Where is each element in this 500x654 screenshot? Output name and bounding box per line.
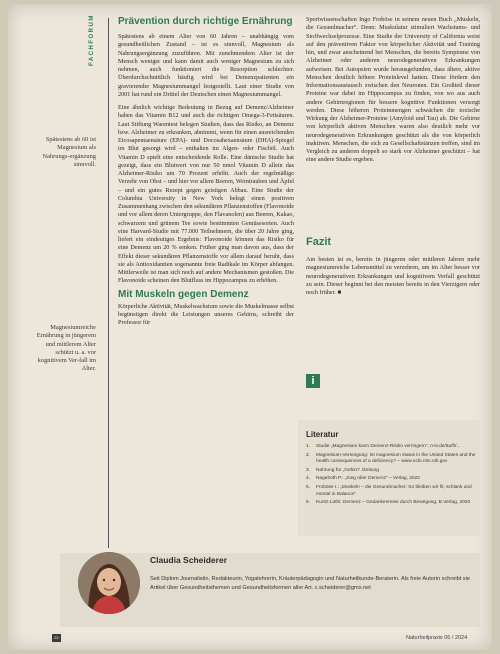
list-item — [306, 444, 476, 451]
vertical-rule — [108, 18, 109, 548]
subheading: Mit Muskeln gegen Demenz — [118, 288, 249, 300]
list-text: Kuntz-Lüthi: Demenz – Gedankenreise durch Bewegung, B.Verlag, 2020 — [316, 500, 471, 506]
list-item — [306, 500, 476, 507]
literature-title: Literatur — [306, 430, 339, 439]
author-photo — [78, 552, 140, 614]
literature-list — [306, 444, 476, 509]
list-number: 2. — [306, 452, 311, 458]
author-bio: Seit Diplom Journalistin, Redakteurin, Yogalehrerin, Kräuterpädagogin und Naturheilkunde-Beraterin. Als freie Autorin schreibt sie Artikel über Gesundheitsthemen und Gesundheitsformen aller Art. c.scheiderer@gmx.net — [150, 576, 470, 591]
list-item — [306, 476, 476, 483]
list-text: Studie „Magnesium kann Demenz-Risiko verringern“, n-tv.de/5a/ft/... — [316, 444, 461, 449]
info-icon: i — [306, 374, 320, 388]
portrait-image — [78, 552, 140, 614]
list-number: 3. — [306, 467, 311, 473]
page-mark: 22 — [52, 634, 61, 642]
paragraph: Eine ähnlich wichtige Bedeutung in Bezug auf Demenz/Alzheimer haben das Vitamin B12 und auch die richtigen Omega-3-Fettsäuren. Laut Stiftung Warentest belegen Studien, dass das Risiko, an Demenz bzw. Alzheimer zu erkranken, abnimmt, wenn für einen ausreichenden Eicosapentaensäure (EPA)- und Docosahexaensäure (DHA)-Spiegel im Blut gesorgt wird – enthalten im Algen- oder Fischöl. Auch Vitamin D spielt eine entscheidende Rolle. Eine dänische Studie hat gezeigt, dass ein Blutwert von nur 50 nmol Vitamin D allein das Alzheimer-Risiko um 70 Prozent erhöht. Auch der regelmäßige Verzehr von Obst – und hier vor allem Beeren, Weintrauben und Äpfel – und ein gutes Rezept gegen geistigen Abbau. Eine Studie der Columbia University in New York belegt einen positiven Zusammenhang zwischen den sekundären Pflanzenstoffen (Flavonoide und vor allem deren Untergruppe, den Flavanolen) aus Beeren, Kakao, schwarzem und grünem Tee sowie bestimmten Gemüsesorten. Auch eine Harvard-Studie mit 77.000 Teilnehmern, die über 20 Jahre ging, liefert ein eindeutiges Ergebnis: Flavonoide können das Risiko für eine Demenz um 20 % senken. Früher ging man davon aus, dass der Effekt dieser sekundären Pflanzenstoffe vor allem darauf beruht, dass sie als Antioxidantien sogenannte freie Radikale im Körper abfangen. Mittlerweile ist man sich noch auf andere Mechanismen gestoßen. Die Flavonoide scheinen den Blutfluss im Hippocampus zu erhöhen. — [118, 104, 295, 285]
list-item — [306, 468, 476, 475]
article-column-2 — [306, 16, 480, 170]
list-text: Magnesium-Versorgung: Ist magnesium status in the United States and the health consequences of a deficiency? – www.ncbi.nlm.nih.gov — [316, 452, 476, 465]
section-tag: FACHFORUM — [89, 14, 95, 66]
article-title: Prävention durch richtige Ernährung — [118, 16, 293, 27]
list-item — [306, 485, 476, 498]
list-number: 1. — [306, 444, 311, 449]
sidenote-2: Magnesiumreiche Ernährung in jüngerem und mittlerem Alter schützt u. a. vor kognitivem Ver-fall im Alter. — [36, 324, 96, 373]
issue-label: Naturheilpraxis 06 / 2024 — [406, 635, 468, 641]
list-text: Froböse I.: „Muskeln – die Gesundmacher: So bleiben wir fit, schlank und mental in Balance“ — [316, 484, 472, 497]
paragraph: Spätestens ab einem Alter von 60 Jahren – unabhängig vom gesundheitlichen Zustand – ist es sinnvoll, Magnesium als Nahrungsergänzung zuzuführen. Mit zunehmendem Alter ist der Mensch weniger und kann damit auch weniger Magnesium zu sich nehmen, auch funktioniert die Resorption schlechter. Überdurchschnittlich häufig wird bei Demenzpatienten ein gravierender Magnesiummangel festgestellt. Laut einer Studie von 2001 hat rund ein Drittel der Deutschen einen Magnesiummangel. — [118, 33, 294, 98]
paragraph: Körperliche Aktivität, Muskelwachstum sowie die Muskelmasse selbst begünstigen direkt die Leistungen unseres Gehirns, schreibt der Professor für — [118, 302, 294, 327]
article-column-1 — [118, 16, 294, 333]
paragraph: Sportwissenschaften Ingo Froböse in seinem neuen Buch „Muskeln, die Gesundmacher“. Denn: Muskulatur stimuliert Wachstums- und Stoffwechselprozesse. Eine Studie der University of California weist auf den präventiven Faktor von körperlicher Aktivität und Training hin, und zwar anscheinend bei Menschen, die bereits Symptome von Alzheimer oder anderen neurodegenerativen Erkrankungen aufweisen. Bei Autopsien wurde herausgefunden, dass ältere, aktive Menschen deutlich höhere Proteinlevel hatten. Diese fördern den Informationsaustausch zwischen den Neuronen. Ein Großteil dieser Proteine war dabei im Hippocampus zu finden, von wo aus auch andere Gehirnregionen für bessere kognitive Funktionen versorgt werden. Diese höheren Proteinmengen schwächen die toxische Wirkung der Alzheimer-Proteine (Amyloid und Tau) ab. Die Gehirne von körperlich aktiven Menschen waren also deutlich mehr vor neurodegenerativen Erkrankungen geschützt als die von körperlich inaktiven. Menschen, die sich zu Gesellschaftstänzen treffen, sind im Vergleich zu anderen doppelt so stark vor Alzheimer geschützt – hat eine andere Studie ergeben. — [306, 16, 480, 164]
list-item — [306, 453, 476, 466]
fazit-text: Am besten ist es, bereits in jüngeren oder mittleren Jahren mehr magnesiumreiche Lebensmittel zu verzehren, um im Alter besser vor neurodegenerativen Erkrankungen und kognitivem Verfall geschützt zu sein. Dieser beginnt bei den meisten bereits in den Vierzigern oder noch früher. ■ — [306, 256, 480, 296]
sidenote-1: Spätestens ab 60 ist Magnesium als Nahrungs-ergänzung sinnvoll. — [42, 136, 96, 168]
list-number: 5. — [306, 484, 311, 490]
author-name: Claudia Scheiderer — [150, 555, 228, 565]
list-number: 6. — [306, 500, 311, 506]
list-number: 4. — [306, 476, 311, 482]
fazit-heading: Fazit — [306, 236, 332, 248]
list-text: Nahrung für „Gehirn“ /Zeitung — [316, 467, 379, 473]
list-text: Nagelroth P.: „Sieg über Demenz“ – Verlag, 2022 — [316, 476, 420, 482]
